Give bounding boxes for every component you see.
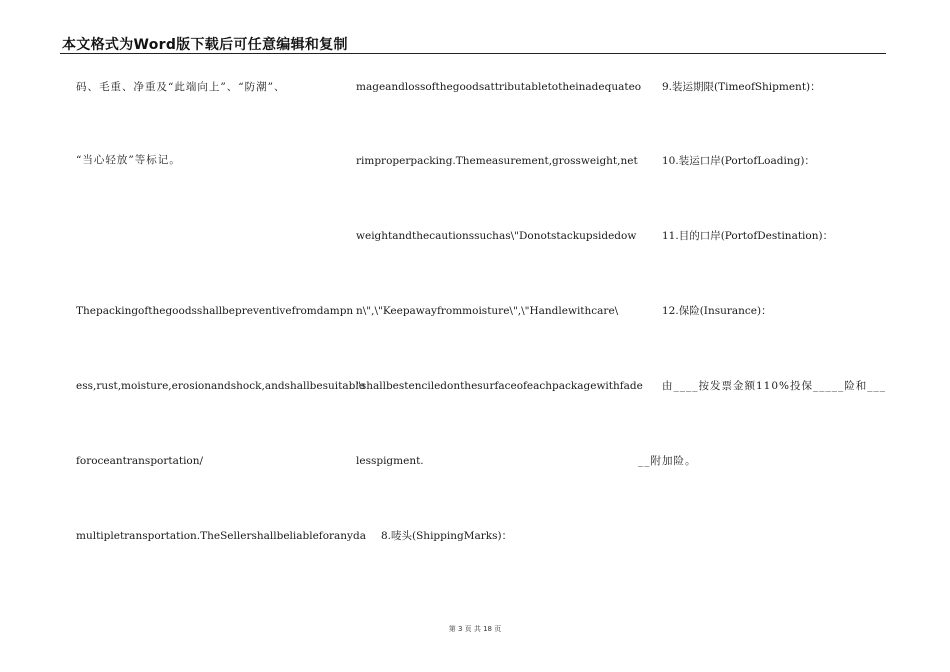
- header-title: 本文格式为Word版下载后可任意编辑和复制: [62, 37, 348, 53]
- text-line: 9.装运期限(TimeofShipment)：: [662, 81, 821, 93]
- text-line: 10.装运口岸(PortofLoading)：: [662, 155, 815, 167]
- text-line: weightandthecautionssuchas\"Donotstackupsidedow: [356, 230, 637, 242]
- text-line: 8.唛头(ShippingMarks)：: [381, 530, 513, 542]
- text-line: 码、毛重、净重及“此端向上”、“防潮”、: [76, 81, 286, 93]
- page-number: 第 3 页 共 18 页: [448, 625, 502, 633]
- text-line: 12.保险(Insurance)：: [662, 305, 772, 317]
- text-line: foroceantransportation/: [76, 455, 204, 467]
- text-line: Thepackingofthegoodsshallbepreventivefromdampn: [76, 305, 354, 317]
- text-line: 由____按发票金额110%投保_____险和___: [662, 380, 887, 392]
- text-line: "shallbestenciledonthesurfaceofeachpackagewithfade: [356, 380, 643, 392]
- text-line: __附加险。: [638, 455, 697, 467]
- text-line: ess,rust,moisture,erosionandshock,andshallbesuitable: [76, 380, 365, 392]
- text-line: lesspigment.: [356, 455, 424, 467]
- header-rule: [60, 53, 886, 54]
- text-line: rimproperpacking.Themeasurement,grossweight,net: [356, 155, 638, 167]
- text-line: “当心轻放”等标记。: [76, 154, 181, 166]
- text-line: n\",\"Keepawayfrommoisture\",\"Handlewithcare\: [356, 305, 619, 317]
- text-line: mageandlossofthegoodsattributabletotheinadequateo: [356, 81, 642, 93]
- text-line: multipletransportation.TheSellershallbeliableforanyda: [76, 530, 366, 542]
- text-line: 11.目的口岸(PortofDestination)：: [662, 230, 834, 242]
